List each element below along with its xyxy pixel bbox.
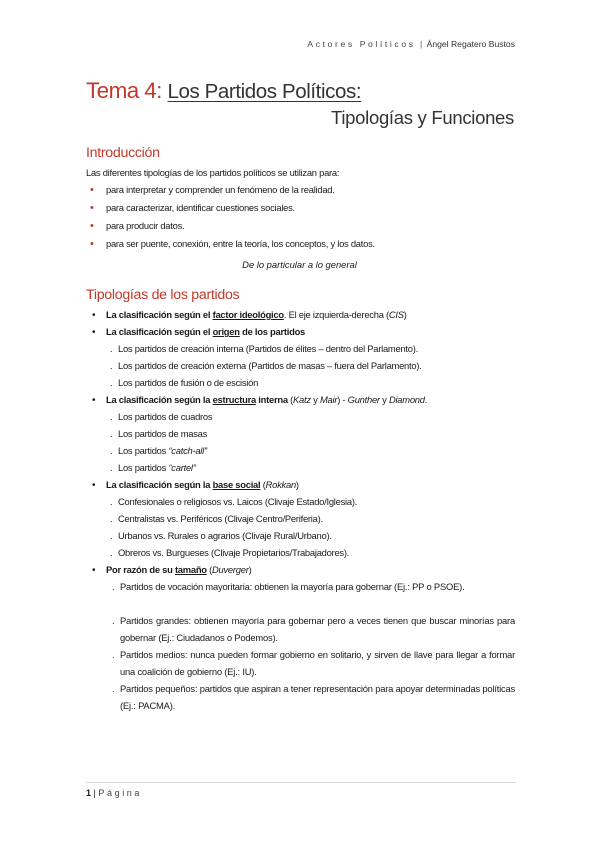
page-title [86, 78, 361, 104]
bullet-icon: • [90, 220, 94, 232]
intro-bullet: • para caracterizar, identificar cuestiones sociales. [90, 202, 295, 214]
intro-heading: Introducción [86, 145, 160, 161]
sub-item: . Centralistas vs. Periféricos (Clivaje Centro/Periferia). [110, 513, 323, 524]
sub-item: . Los partidos de fusión o de escisión [110, 377, 259, 388]
intro-bullet: • para producir datos. [90, 220, 185, 232]
sub-item: . Urbanos vs. Rurales o agrarios (Clivaje Rural/Urbano). [110, 530, 332, 541]
bullet-icon: • [92, 480, 96, 491]
tipologias-heading: Tipologías de los partidos [86, 287, 240, 303]
tipologia-base-social: • La clasificación según la base social (Rokkan) [92, 479, 299, 491]
tipologia-origen: • La clasificación según el origen de los partidos [92, 326, 306, 338]
header-author: Ángel Regatero Bustos [426, 39, 515, 49]
running-header [307, 39, 515, 49]
tipologia-estructura: • La clasificación según la estructura interna (Katz y Mair) - Gunther y Diamond. [92, 394, 428, 406]
page-subtitle: Tipologías y Funciones [331, 107, 514, 128]
intro-bullet: • para ser puente, conexión, entre la teoría, los conceptos, y los datos. [90, 238, 375, 250]
bullet-icon: • [90, 184, 94, 196]
sub-item: . Los partidos “catch-all” [110, 445, 207, 456]
sub-item: . Partidos pequeños: partidos que aspiran a tener representación para apoyar determinadas políticas (Ej.: PACMA). [112, 683, 515, 712]
sub-item: . Partidos de vocación mayoritaria: obtienen la mayoría para gobernar (Ej.: PP o PSOE). [112, 581, 465, 592]
sub-item: . Los partidos “cartel” [110, 462, 196, 473]
bullet-icon: • [92, 565, 96, 576]
header-separator: | [419, 39, 423, 49]
page-label: Página [98, 788, 143, 798]
sub-item: . Los partidos de creación interna (Partidos de élites – dentro del Parlamento). [110, 343, 418, 354]
sub-item: . Partidos medios: nunca pueden formar gobierno en solitario, y sirven de llave para llegar a formar una coalición de gobierno (Ej.: IU). [112, 649, 515, 678]
title-tema: Tema 4: [86, 78, 162, 103]
bullet-icon: • [90, 202, 94, 214]
tipologia-ideologico: • La clasificación según el factor ideológico. El eje izquierda-derecha (CIS) [92, 309, 407, 321]
bullet-icon: • [92, 310, 96, 321]
bullet-icon: • [92, 395, 96, 406]
tipologia-tamano: • Por razón de su tamaño (Duverger) [92, 564, 252, 576]
bullet-icon: • [92, 327, 96, 338]
header-course: Actores Políticos [307, 39, 416, 49]
sub-item: . Los partidos de masas [110, 428, 208, 439]
footer-divider [86, 782, 516, 783]
sub-item: . Los partidos de creación externa (Partidos de masas – fuera del Parlamento). [110, 360, 422, 371]
sub-item: . Confesionales o religiosos vs. Laicos (Clivaje Estado/Iglesia). [110, 496, 358, 507]
intro-centered-note: De lo particular a lo general [242, 259, 357, 270]
page-number: 1 [86, 788, 92, 798]
footer-separator: | [93, 788, 96, 798]
sub-item: . Obreros vs. Burgueses (Clivaje Propietarios/Trabajadores). [110, 547, 350, 558]
page-footer [86, 788, 142, 798]
bullet-icon: • [90, 238, 94, 250]
title-main: Los Partidos Políticos: [167, 80, 362, 103]
sub-item: . Partidos grandes: obtienen mayoría para gobernar pero a veces tienen que buscar minorías para gobernar (Ej.: Ciudadanos o Podemos). [112, 615, 515, 644]
sub-item: . Los partidos de cuadros [110, 411, 213, 422]
intro-lead: Las diferentes tipologías de los partidos políticos se utilizan para: [86, 167, 340, 178]
intro-bullet: • para interpretar y comprender un fenómeno de la realidad. [90, 184, 335, 196]
